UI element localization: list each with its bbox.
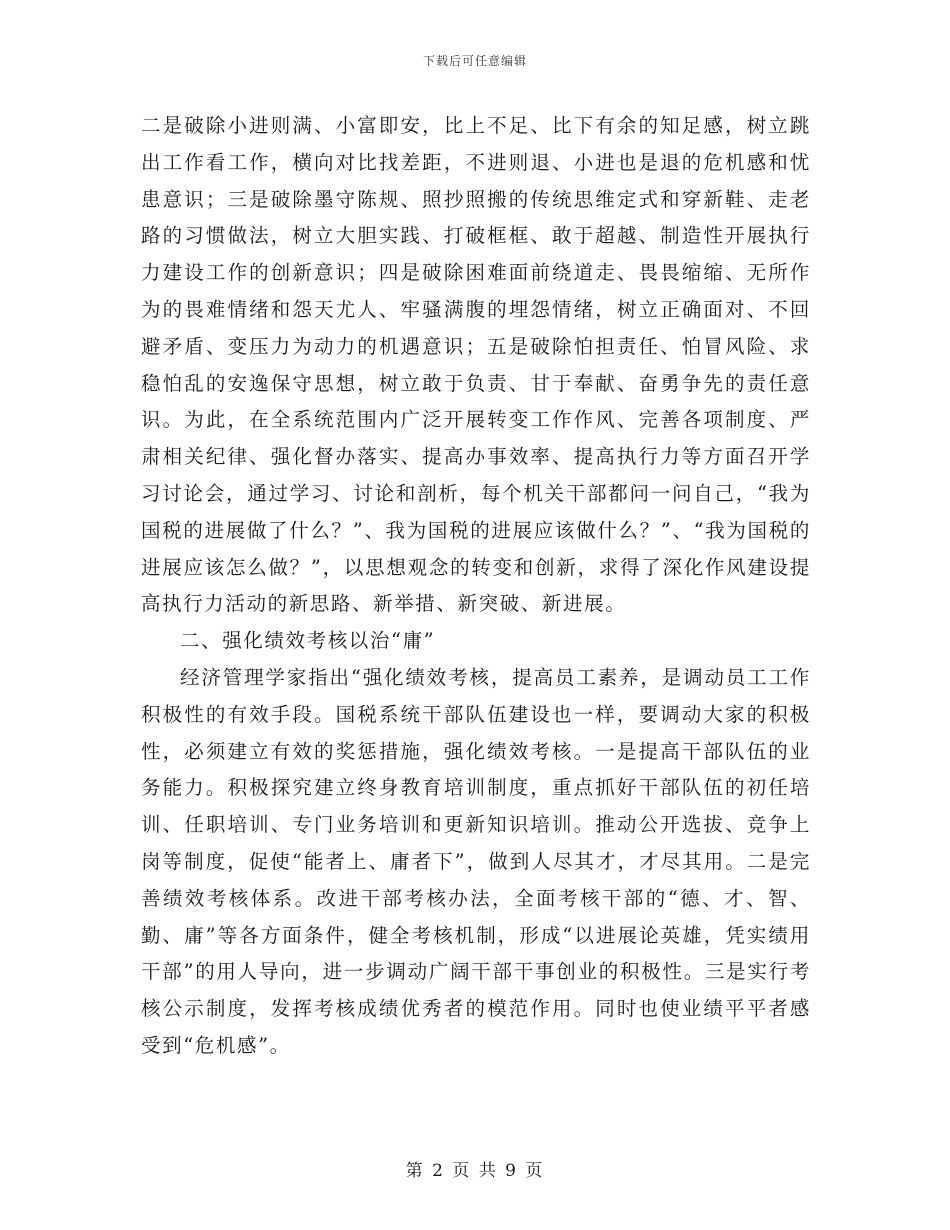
page-header: 下载后可任意编辑 <box>422 54 527 68</box>
document-body <box>141 108 811 1065</box>
paragraph-body: 经济管理学家指出“强化绩效考核，提高员工素养，是调动员工工作积极性的有效手段。国税系统干部队伍建设也一样，要调动大家的积极性，必须建立有效的奖惩措施，强化绩效考核。一是提高干部队伍的业务能力。积极探究建立终身教育培训制度，重点抓好干部队伍的初任培训、任职培训、专门业务培训和更新知识培训。推动公开选拔、竞争上岗等制度，促使“能者上、庸者下”，做到人尽其才，才尽其用。二是完善绩效考核体系。改进干部考核办法，全面考核干部的“德、才、智、勤、庸”等各方面条件，健全考核机制，形成“以进展论英雄，凭实绩用干部”的用人导向，进一步调动广阔干部干事创业的积极性。三是实行考核公示制度，发挥考核成绩优秀者的模范作用。同时也使业绩平平者感受到“危机感”。 <box>141 665 811 1057</box>
section-heading: 二、强化绩效考核以治“庸” <box>180 629 436 653</box>
paragraph-continuation: 二是破除小进则满、小富即安，比上不足、比下有余的知足感，树立跳出工作看工作，横向对比找差距，不进则退、小进也是退的危机感和忧患意识；三是破除墨守陈规、照抄照搬的传统思维定式和穿新鞋、走老路的习惯做法，树立大胆实践、打破框框、敢于超越、制造性开展执行力建设工作的创新意识；四是破除困难面前绕道走、畏畏缩缩、无所作为的畏难情绪和怨天尤人、牢骚满腹的埋怨情绪，树立正确面对、不回避矛盾、变压力为动力的机遇意识；五是破除怕担责任、怕冒风险、求稳怕乱的安逸保守思想，树立敢于负责、甘于奉献、奋勇争先的责任意识。为此，在全系统范围内广泛开展转变工作作风、完善各项制度、严肃相关纪律、强化督办落实、提高办事效率、提高执行力等方面召开学习讨论会，通过学习、讨论和剖析，每个机关干部都问一问自己，“我为国税的进展做了什么？”、我为国税的进展应该做什么？”、“我为国税的进展应该怎么做？”，以思想观念的转变和创新，求得了深化作风建设提高执行力活动的新思路、新举措、新突破、新进展。 <box>141 114 811 616</box>
page-number: 第 2 页 共 9 页 <box>405 1161 545 1181</box>
